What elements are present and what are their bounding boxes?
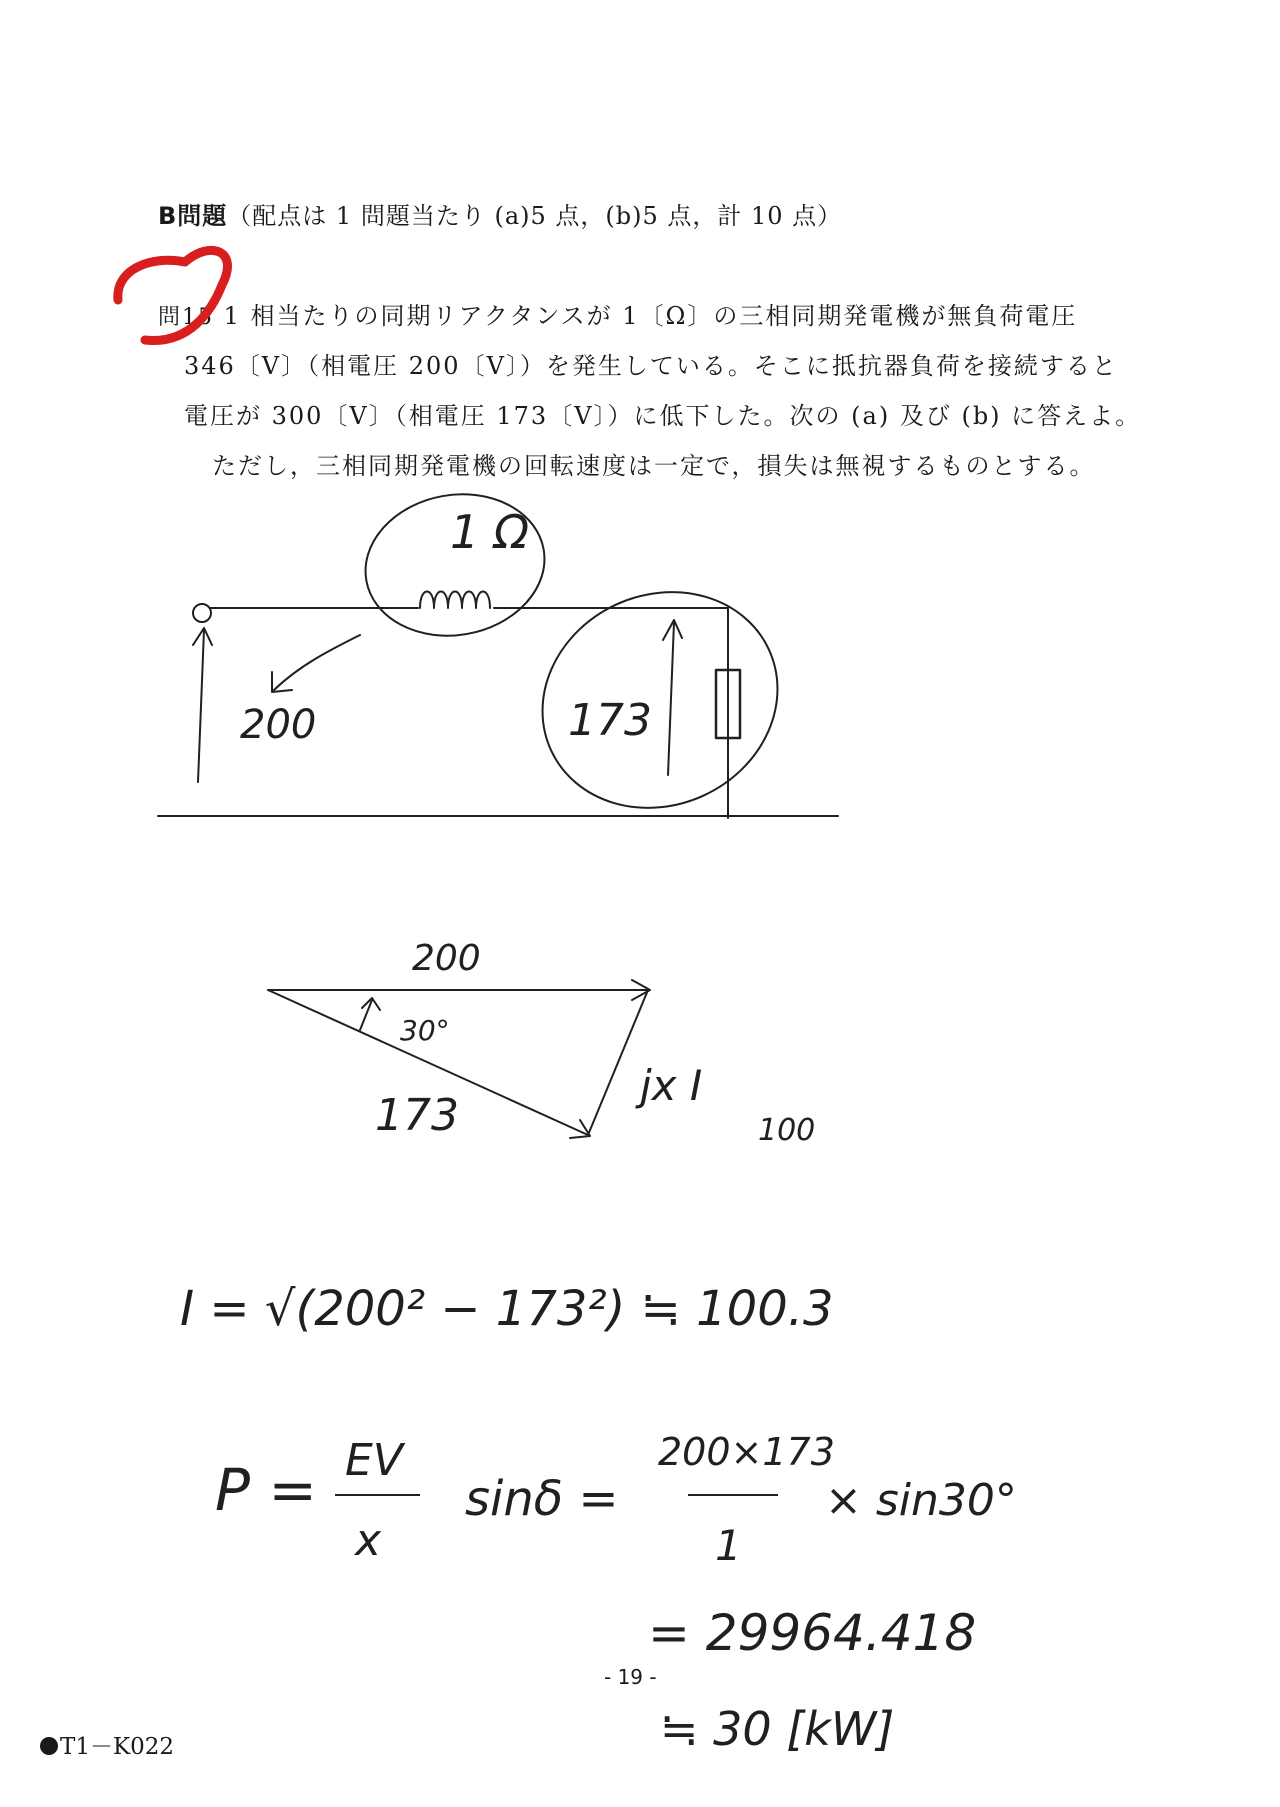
current-equation: I = √(200² − 173²) ≒ 100.3	[180, 1281, 834, 1337]
source-voltage-pointer-icon	[272, 635, 360, 692]
source-arrow-icon	[193, 628, 212, 782]
power-eq-denominator: x	[355, 1515, 382, 1566]
exam-code	[40, 1728, 174, 1761]
question-text-1: 1 相当たりの同期リアクタンスが 1〔Ω〕の三相同期発電機が無負荷電圧	[223, 302, 1078, 330]
angle-arc-icon	[360, 998, 380, 1030]
load-voltage-circle	[507, 554, 813, 846]
power-eq-lhs: P =	[215, 1456, 318, 1524]
vector-top-label: 200	[412, 938, 481, 979]
load-voltage-label: 173	[568, 695, 652, 746]
power-eq-sin-2: × sin30°	[825, 1475, 1017, 1526]
section-scoring: （配点は 1 問題当たり (a)5 点，(b)5 点，計 10 点）	[227, 202, 843, 230]
vector-side-value: 100	[758, 1113, 816, 1148]
load-arrow-icon	[663, 620, 682, 775]
vector-hyp-label: 173	[375, 1090, 459, 1141]
power-result-2: ≒ 30 [kW]	[660, 1702, 895, 1756]
power-eq-sin: sinδ =	[465, 1471, 619, 1527]
exam-code-text: T1－K022	[60, 1734, 175, 1760]
vector-side-label: jx I	[640, 1061, 703, 1110]
bullet-icon	[40, 1737, 58, 1755]
vector-angle-label: 30°	[400, 1014, 450, 1047]
power-eq-numerator-2: 200×173	[658, 1430, 835, 1474]
question-number: 問15	[158, 305, 214, 330]
section-label: B問題	[158, 202, 228, 230]
page-number: - 19 -	[604, 1665, 657, 1689]
power-eq-denominator-2: 1	[715, 1521, 742, 1570]
phasor-jxi-line	[588, 990, 648, 1135]
red-mark-circle	[118, 250, 228, 340]
question-line-2: 346〔V〕（相電圧 200〔V〕）を発生している。そこに抵抗器負荷を接続すると	[184, 352, 1118, 380]
terminal-icon	[193, 604, 211, 622]
inductor-coil-icon	[420, 592, 490, 609]
question-line-3: 電圧が 300〔V〕（相電圧 173〔V〕）に低下した。次の (a) 及び (b) に答えよ。	[184, 402, 1142, 430]
source-voltage-label: 200	[240, 702, 317, 748]
power-result-1: = 29964.418	[648, 1604, 977, 1662]
reactance-label: 1 Ω	[450, 505, 530, 559]
question-line-4: ただし，三相同期発電機の回転速度は一定で，損失は無視するものとする。	[212, 452, 1096, 480]
power-eq-numerator: EV	[345, 1435, 403, 1486]
